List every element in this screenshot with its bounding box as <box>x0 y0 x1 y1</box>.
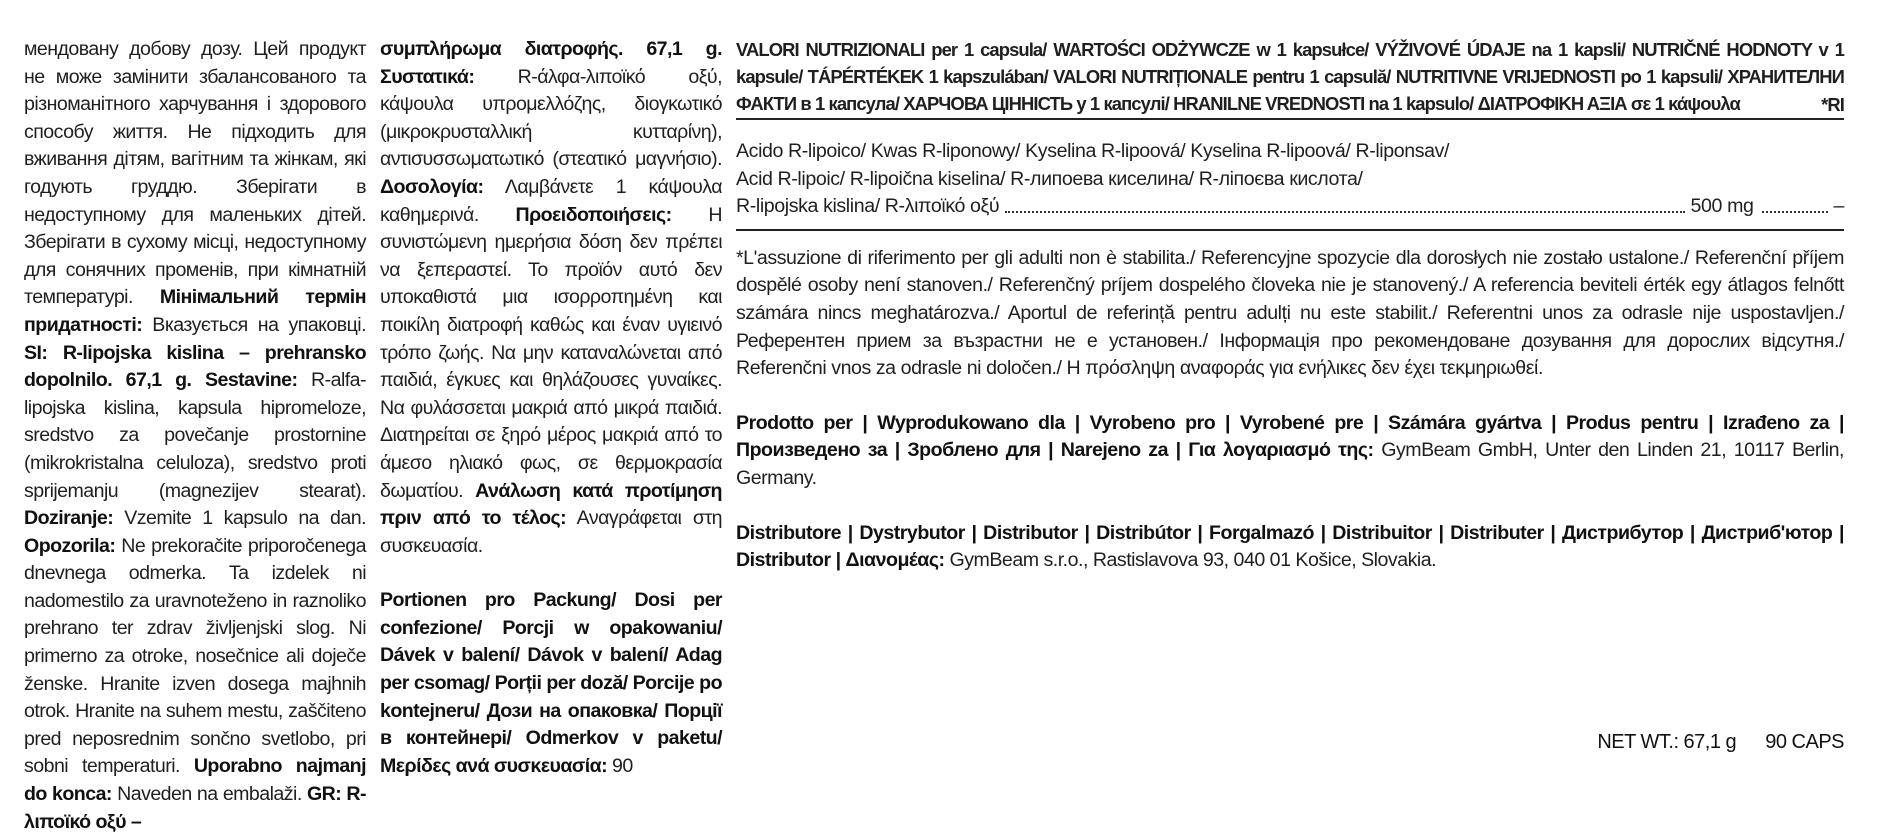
ri-column-label: *RI <box>1821 94 1844 115</box>
distributor-info <box>736 520 1844 575</box>
si-best-before-text: Naveden na embalaži. <box>117 783 302 806</box>
si-ingredients-heading: SI: R-lipojska kislina – prehransko dopolnilo. 67,1 g. Sestavine: <box>24 341 366 392</box>
producer-label: Prodotto per | Wyprodukowano dla | Vyrobeno pro | Vyrobené pre | Számára gyártva | Produs pentru | Izrađeno za | Произведено за | Зроблено для | Narejeno za | Για λογαριασμό της: <box>736 411 1844 462</box>
gr-ingredients-heading: συμπλήρωμα διατροφής. 67,1 g. Συστατικά: <box>380 38 722 88</box>
nutrition-row <box>736 138 1844 221</box>
nutrient-name-line-1: Acido R-lipoico/ Kwas R-liponowy/ Kyselina R-lipoová/ Kyselina R-lipoová/ R-liponsav/ <box>736 140 1450 162</box>
ua-warnings-text: мендовану добову дозу. Цей продукт не може замінити збалансованого та різноманітного харчування і здорового способу життя. Не підходить для вживання дітям, вагітним та жінкам, які годують груддю. Зберігати в недоступному для маленьких дітей. Зберігати в сухому місці, недоступному для сонячних променів, при кімнатній температурі. <box>24 38 366 309</box>
servings-value: 90 <box>612 754 633 777</box>
gr-best-before-text: Αναγράφεται στη συσκευασία. <box>380 507 722 557</box>
gr-best-before-heading: Ανάλωση κατά προτίμηση πριν από το τέλος: <box>380 479 722 530</box>
distributor-label: Distributore | Dystrybutor | Distributor | Distribútor | Forgalmazó | Distribuitor | Distributer | Дистрибутор | Дистриб'ютор | Distributor | Διανομέας: <box>736 521 1844 572</box>
gr-dosage-heading: Δοσολογία: <box>380 175 484 198</box>
table-divider <box>736 118 1844 120</box>
ua-best-before-text: Вказується на упаковці. <box>152 313 366 336</box>
producer-address: GymBeam GmbH, Unter den Linden 21, 10117 Berlin, Germany. <box>736 439 1844 489</box>
distributor-address: GymBeam s.r.o., Rastislavova 93, 040 01 Košice, Slovakia. <box>949 549 1437 572</box>
nutrition-table-header <box>736 36 1844 118</box>
label-column-ua-si <box>24 36 366 836</box>
gr-warnings-text: Η συνιστώμενη ημερήσια δόση δεν πρέπει να ξεπεραστεί. Το προϊόν αυτό δεν υποκαθιστά μια ισορροπημένη και ποικίλη διατροφή καθώς και έναν υγιεινό τρόπο ζωής. Να μην καταναλώνεται από παιδιά, έγκυες και θηλάζουσες γυναίκες. Να φυλάσσεται μακριά από μικρά παιδιά. Διατηρείται σε ξηρό μέρος μακριά από το άμεσο ηλιακό φως, σε θερμοκρασία δωματίου. <box>380 203 722 502</box>
label-column-gr <box>380 36 722 780</box>
ri-footnote: *L'assuzione di riferimento per gli adulti non è stabilita./ Referencyjne spozycie dla dorosłych nie zostało ustalone./ Referenční příjem dospělé osoby není stanoven./ Referenčný príjem dospelého človeka nie je stanovený./ A referencia beviteli érték egy átlagos felnőtt számára nincs meghatározva./ Aportul de referință pentru adulți nu este stabilit./ Referentni unos za odrasle nije uspostavljen./ Референтен прием за възрастни не е установен./ Інформація про рекомендоване дозування для дорослих відсутня./ Referenčni vnos za odrasle ni določen./ Η πρόσληψη αναφοράς για ενήλικες δεν έχει τεκμηριωθεί. <box>736 246 1844 380</box>
si-warnings-text: Ne prekoračite priporočenega dnevnega odmerka. Ta izdelek ni nadomestilo za uravnoteženo in raznoliko prehrano ter zdrav življenjski slog. Ni primerno za otroke, nosečnice ali doječe ženske. Hranite izven dosega majhnih otrok. Hranite na suhem mestu, zaščiteno pred neposrednim sončno svetlobo, pri sobni temperaturi. <box>24 534 366 778</box>
nutrition-column <box>736 36 1844 575</box>
nutrient-amount: 500 mg <box>1690 195 1754 218</box>
gr-ingredients-text: R-άλφα-λιποϊκό οξύ, κάψουλα υπρομελλόζης, διογκωτικό (μικροκρυσταλλική κυτταρίνη), αντισυσσωματωτικό (στεατικό μαγνήσιο). <box>380 65 722 171</box>
nutrient-ri-value: – <box>1833 195 1844 218</box>
dot-leader <box>1762 211 1828 213</box>
nutrition-header-text: VALORI NUTRIZIONALI per 1 capsula/ WARTOŚCI ODŻYWCZE w 1 kapsułce/ VÝŽIVOVÉ ÚDAJE na 1 kapsli/ NUTRIČNÉ HODNOTY v 1 kapsule/ TÁPÉRTÉKEK 1 kapszulában/ VALORI NUTRIȚIONALE pentru 1 capsulă/ NUTRITIVNE VRIJEDNOSTI po 1 kapsuli/ ХРАНИТЕЛНИ ФАКТИ в 1 капсула/ ХАРЧОВА ЦІННІСТЬ у 1 капсулі/ HRANILNE VREDNOSTI na 1 kapsulo/ ΔΙΑΤΡΟΦΙΚΗ ΑΞΙΑ σε 1 κάψουλα <box>736 39 1844 114</box>
nutrient-name-line-3: R-lipojska kislina/ R-λιποϊκό οξύ <box>736 195 1000 218</box>
si-best-before-heading: Uporabno najmanj do konca: <box>24 755 366 806</box>
table-divider <box>736 229 1844 231</box>
ua-best-before-heading: Мінімальний термін придатності: <box>24 286 366 336</box>
net-weight: NET WT.: 67,1 g <box>1597 731 1737 753</box>
si-dosage-text: Vzemite 1 kapsulo na dan. <box>124 507 366 530</box>
net-weight-line <box>1597 731 1844 754</box>
servings-heading: Portionen pro Packung/ Dosi per confezione/ Porcji w opakowaniu/ Dávek v balení/ Dávok v balení/ Adag per csomag/ Porții per doză/ Porcije po kontejneru/ Дози на опаковка/ Порції в контейнері/ Odmerkov v paketu/ Μερίδες ανά συσκευασία: <box>380 589 722 777</box>
gr-dosage-text: Λαμβάνετε 1 κάψουλα καθημερινά. <box>380 175 722 226</box>
producer-info <box>736 410 1844 493</box>
gr-product-heading: GR: R-λιποϊκό οξύ – <box>24 783 366 833</box>
si-dosage-heading: Doziranje: <box>24 507 114 530</box>
nutrient-name-line-2: Acid R-lipoic/ R-lipoična kiselina/ R-липоева киселина/ R-ліпоєва кислота/ <box>736 167 1363 190</box>
dot-leader <box>1005 211 1684 213</box>
gr-warnings-heading: Προειδοποιήσεις: <box>515 203 672 226</box>
capsule-count: 90 CAPS <box>1765 731 1844 753</box>
si-ingredients-text: R-alfa-lipojska kislina, kapsula hipromeloze, sredstvo za povečanje prostornine (mikrokristalna celuloza), sredstvo proti sprijemanju (magnezijev stearat). <box>24 369 366 502</box>
si-warnings-heading: Opozorila: <box>24 534 116 557</box>
